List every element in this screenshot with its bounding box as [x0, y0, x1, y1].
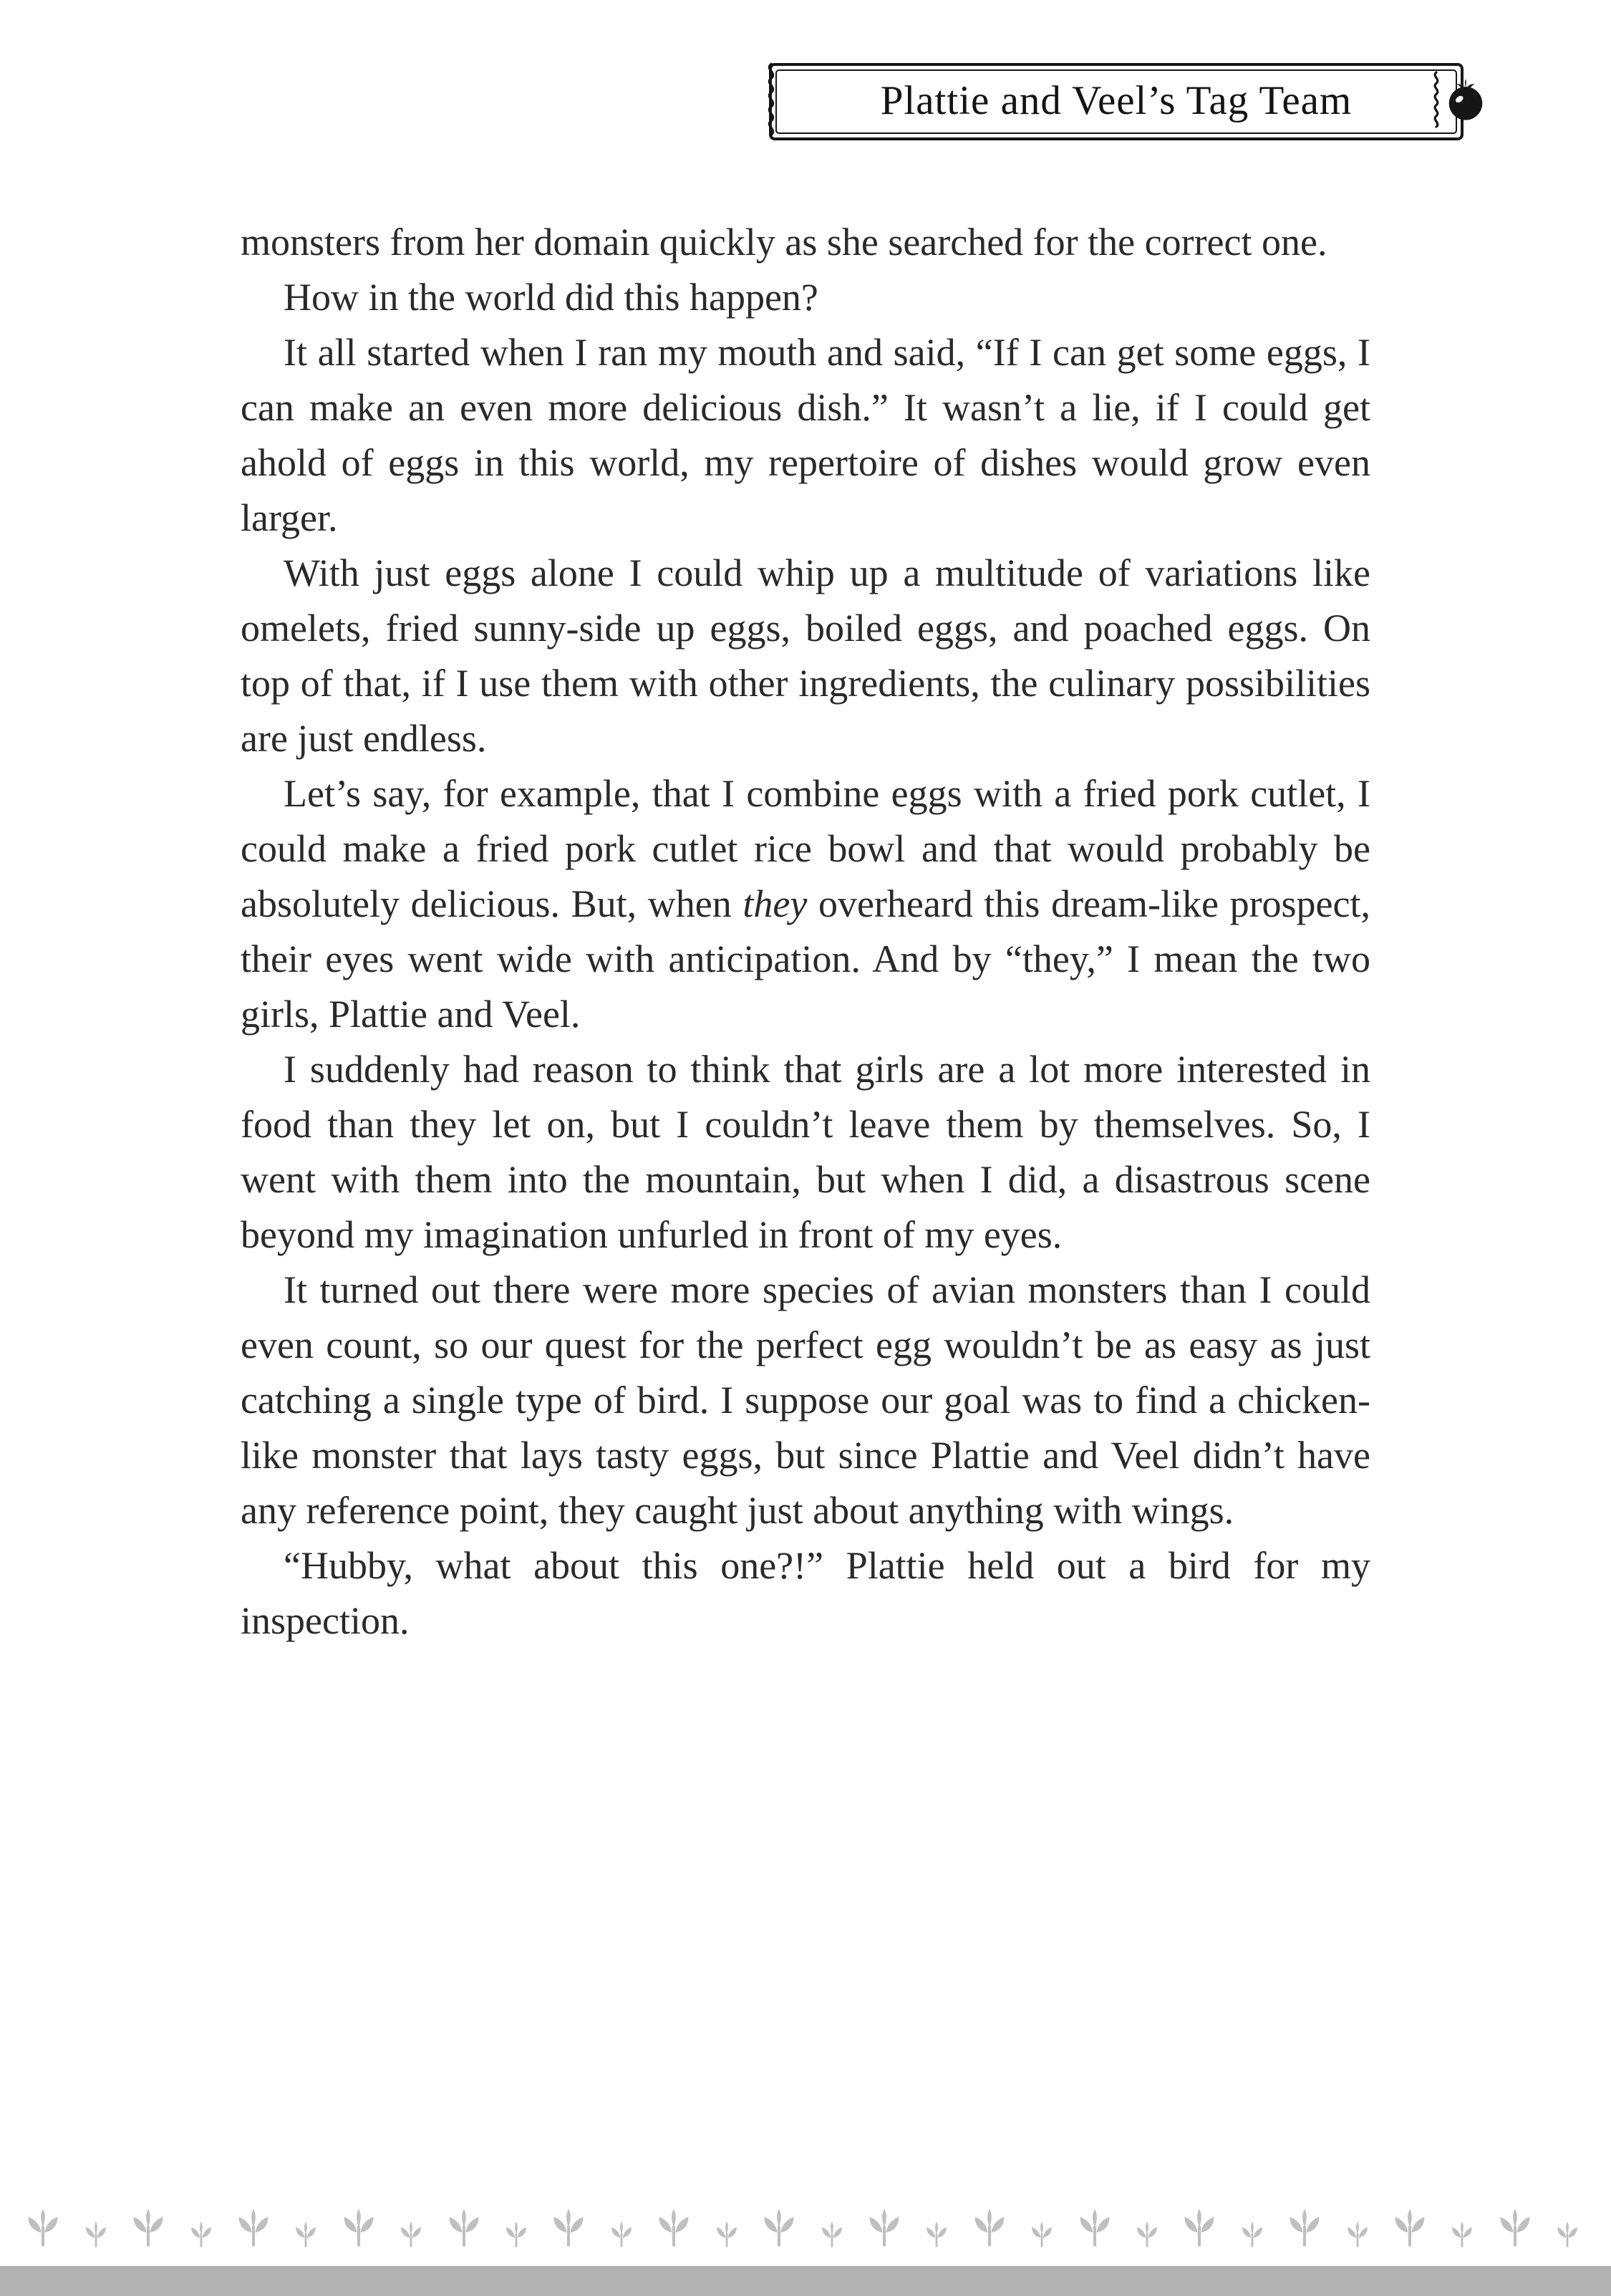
page-text [241, 215, 1370, 1649]
sprout-icon [342, 2207, 375, 2249]
sprout-icon [84, 2221, 107, 2249]
paragraph: How in the world did this happen? [284, 276, 818, 319]
sprout-icon [1557, 2221, 1579, 2249]
bottom-ornament-row [0, 2203, 1611, 2249]
sprout-icon [1346, 2221, 1368, 2249]
sprout-icon [868, 2207, 901, 2249]
chapter-title: Plattie and Veel’s Tag Team [880, 77, 1353, 123]
sprout-icon [1241, 2221, 1263, 2249]
sprout-icon [1183, 2207, 1216, 2249]
chapter-title-frame [769, 63, 1464, 140]
sprout-icon [448, 2207, 480, 2249]
sprout-icon [715, 2221, 737, 2249]
sprout-icon [926, 2221, 948, 2249]
sprout-icon [190, 2221, 212, 2249]
paragraph: With just eggs alone I could whip up a multitude of variations like omelets, fried sunny-side up eggs, boiled eggs, and poached eggs. On top of that, if I use them with other ingredients, the culinary possibilities are just endless. [241, 551, 1370, 760]
italic-word: they [742, 882, 808, 925]
sprout-icon [821, 2221, 843, 2249]
sprout-icon [657, 2207, 690, 2249]
sprout-icon [1136, 2221, 1158, 2249]
paragraph-text: Let’s say, for example, that I combine eggs with a fried pork cutlet, I could make a fried pork cutlet rice bowl and that would probably be absolutely delicious. But, when [241, 772, 1370, 925]
sprout-icon [973, 2207, 1006, 2249]
sprout-icon [552, 2207, 585, 2249]
footer-bar [0, 2266, 1611, 2296]
flourish-icon [1431, 69, 1442, 135]
sprout-icon [237, 2207, 270, 2249]
paragraph: “Hubby, what about this one?!” Plattie held out a bird for my inspection. [241, 1544, 1370, 1642]
sprout-icon [610, 2221, 632, 2249]
chapter-title-frame-inner [775, 69, 1457, 134]
sprout-icon [505, 2221, 527, 2249]
paragraph: It turned out there were more species of avian monsters than I could even count, so our quest for the perfect egg wouldn’t be as easy as just catching a single type of bird. I suppose our goal was to find a chicken-like monster that lays tasty eggs, but since Plattie and Veel didn’t have any reference point, they caught just about anything with wings. [241, 1268, 1370, 1532]
sprout-icon [1451, 2221, 1474, 2249]
paragraph [241, 766, 1370, 1042]
sprout-icon [132, 2207, 165, 2249]
sprout-icon [1078, 2207, 1111, 2249]
sprout-icon [295, 2221, 317, 2249]
tomato-icon [1443, 78, 1488, 126]
sprout-icon [1030, 2221, 1053, 2249]
paragraph: I suddenly had reason to think that girls are a lot more interested in food than they let on, but I couldn’t leave them by themselves. So, I went with them into the mountain, but when I did, a disastrous scene beyond my imagination unfurled in front of my eyes. [241, 1048, 1370, 1256]
paragraph-text: overheard this dream-like prospect, their eyes went wide with anticipation. And by “they,” I mean the two girls, Plattie and Veel. [241, 882, 1370, 1036]
sprout-icon [26, 2207, 59, 2249]
paragraph: monsters from her domain quickly as she searched for the correct one. [241, 221, 1327, 264]
sprout-icon [1393, 2207, 1426, 2249]
paragraph: It all started when I ran my mouth and said, “If I can get some eggs, I can make an even more delicious dish.” It wasn’t a lie, if I could get ahold of eggs in this world, my repertoire of dishes would grow even larger. [241, 331, 1370, 539]
sprout-icon [1288, 2207, 1321, 2249]
sprout-icon [1499, 2207, 1532, 2249]
sprout-icon [763, 2207, 795, 2249]
sprout-icon [400, 2221, 422, 2249]
